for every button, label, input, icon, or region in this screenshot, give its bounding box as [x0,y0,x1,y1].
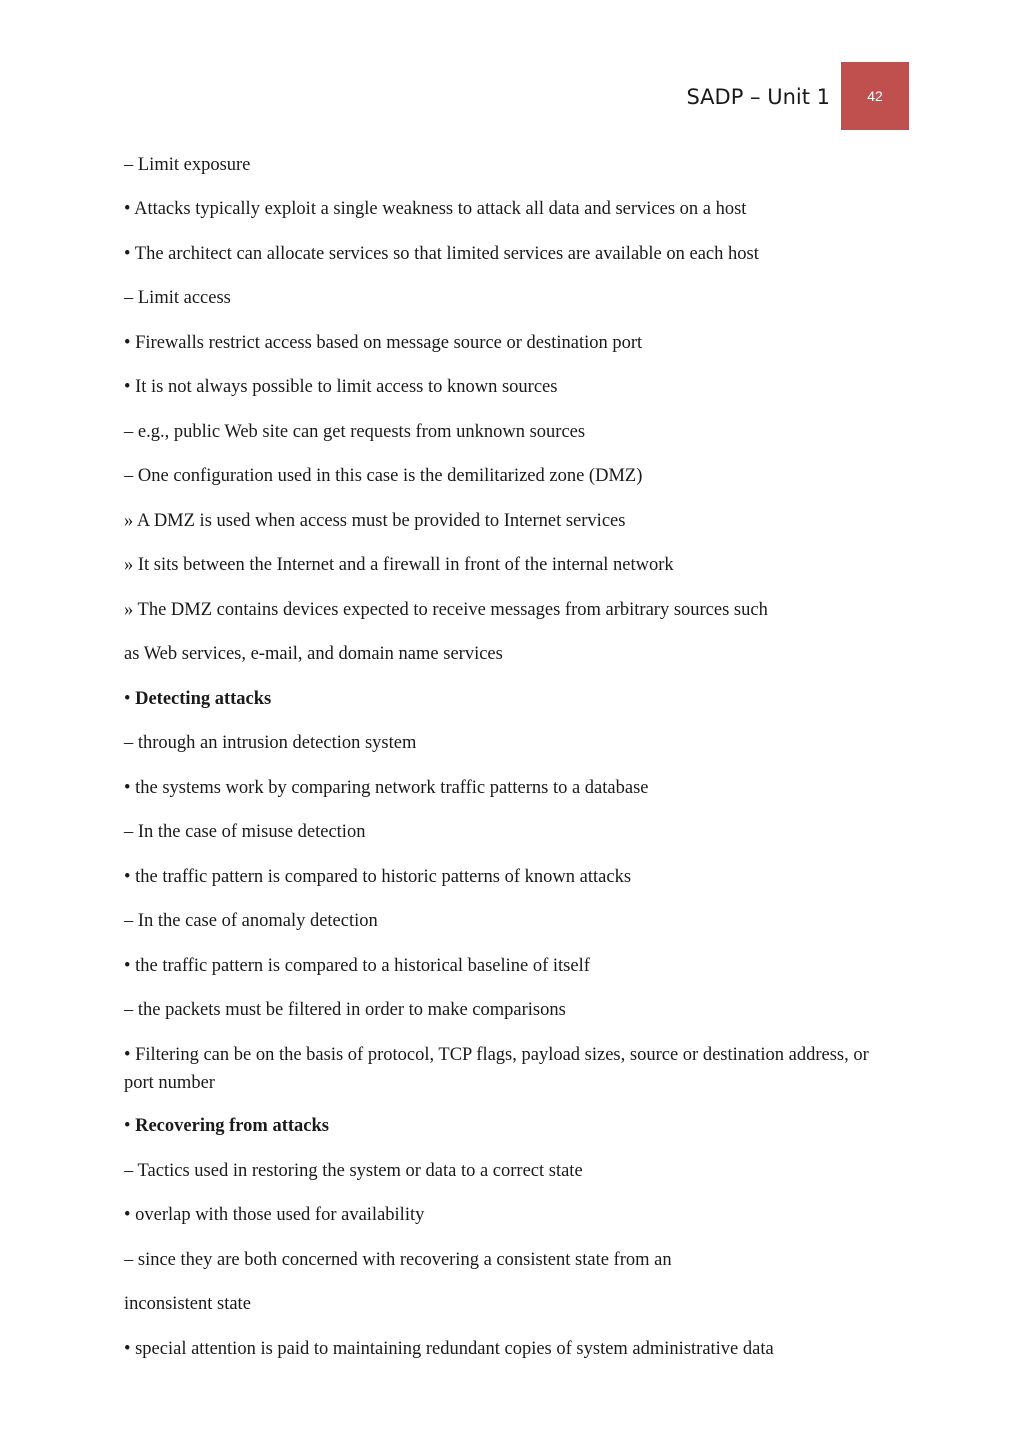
body-line: – e.g., public Web site can get requests from unknown sources [124,422,586,442]
header-title: SADP – Unit 1 [686,85,830,109]
bullet: • [124,1116,136,1136]
section-heading-detecting-attacks [124,686,884,714]
section-heading-text: Recovering from attacks [135,1116,329,1136]
body-line: – In the case of misuse detection [124,822,366,842]
body-line: • the traffic pattern is compared to historic patterns of known attacks [124,867,632,887]
body-line: • the systems work by comparing network traffic patterns to a database [124,778,649,798]
body-line: » A DMZ is used when access must be provided to Internet services [124,511,626,531]
body-line: • The architect can allocate services so that limited services are available on each host [124,244,759,264]
body-line: – Limit exposure [124,155,251,175]
body-line: • Attacks typically exploit a single weakness to attack all data and services on a host [124,199,747,219]
section-heading-recovering-from-attacks [124,1113,884,1141]
body-line: inconsistent state [124,1294,251,1314]
body-line: • the traffic pattern is compared to a historical baseline of itself [124,956,590,976]
section-heading-text: Detecting attacks [135,689,272,709]
page-number-badge: 42 [841,62,909,130]
bullet: • [124,689,136,709]
body-paragraph: • Filtering can be on the basis of protocol, TCP flags, payload sizes, source or destination address, or port number [124,1045,869,1093]
body-line: • special attention is paid to maintaining redundant copies of system administrative data [124,1339,774,1359]
body-line: • overlap with those used for availability [124,1205,425,1225]
body-line: as Web services, e-mail, and domain name services [124,644,503,664]
body-line: • Firewalls restrict access based on message source or destination port [124,333,643,353]
body-line: – One configuration used in this case is the demilitarized zone (DMZ) [124,466,643,486]
body-line: • It is not always possible to limit access to known sources [124,377,558,397]
body-line: » It sits between the Internet and a firewall in front of the internal network [124,555,674,575]
body-line: – Limit access [124,288,231,308]
body-line: – through an intrusion detection system [124,733,417,753]
body-line: – Tactics used in restoring the system or data to a correct state [124,1161,583,1181]
body-line: » The DMZ contains devices expected to receive messages from arbitrary sources such [124,600,768,620]
body-line: – In the case of anomaly detection [124,911,378,931]
body-line: – since they are both concerned with recovering a consistent state from an [124,1250,672,1270]
body-line: – the packets must be filtered in order to make comparisons [124,1000,566,1020]
